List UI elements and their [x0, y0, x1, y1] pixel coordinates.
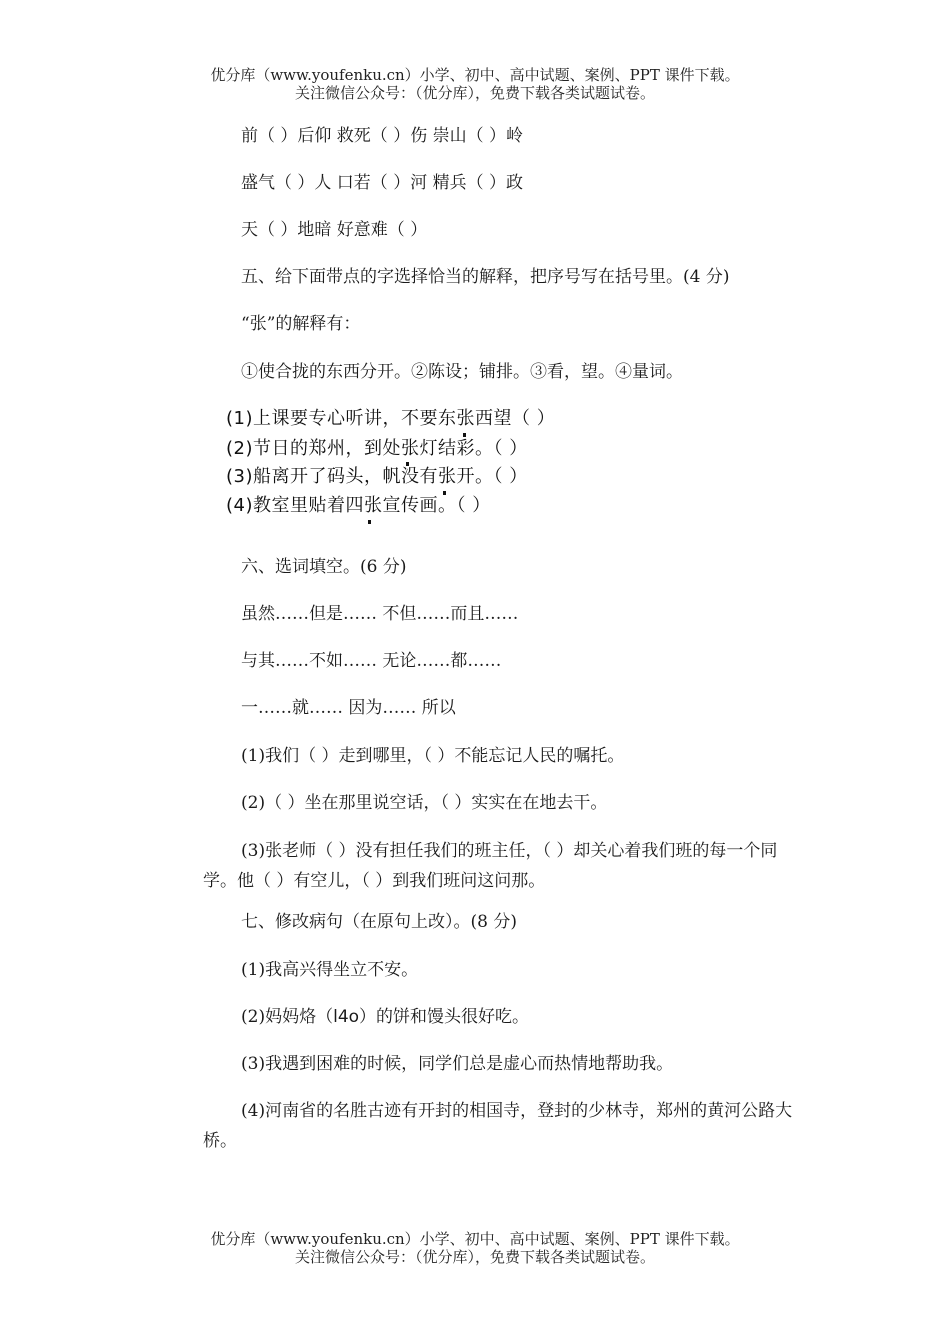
- page-header-line1: 优分库（www.youfenku.cn）小学、初中、高中试题、案例、PPT 课件下载。: [210, 66, 740, 84]
- section5-item-2: (2)节日的郑州，到处张灯结彩。（ ）: [226, 438, 528, 459]
- section7-question-2: [241, 1006, 529, 1028]
- question-2-prefix: (2)妈妈烙（: [241, 1007, 334, 1027]
- section6-question-3: (3)张老师（ ）没有担任我们的班主任，（ ）却关心着我们班的每一个同学。他（ ）有空儿，（ ）到我们班问这问那。: [203, 841, 778, 891]
- emphasis-dot: [443, 491, 446, 495]
- section5-item-1: (1)上课要专心听讲，不要东张西望（ ）: [226, 408, 556, 429]
- section7-question-3: (3)我遇到困难的时候，同学们总是虚心而热情地帮助我。: [241, 1054, 674, 1074]
- section6-words-row-3: 一……就…… 因为…… 所以: [241, 698, 456, 718]
- idiom-row-3: 天（ ）地暗 好意难（ ）: [241, 220, 428, 240]
- page-footer-line2: 关注微信公众号：（优分库），免费下载各类试题试卷。: [294, 1248, 655, 1266]
- idiom-row-1: 前（ ）后仰 救死（ ）伤 崇山（ ）岭: [241, 126, 524, 146]
- idiom-row-2: 盛气（ ）人 口若（ ）河 精兵（ ）政: [241, 173, 524, 193]
- emphasis-dot: [463, 433, 466, 437]
- section6-question-1: (1)我们（ ）走到哪里，（ ）不能忘记人民的嘱托。: [241, 746, 625, 766]
- pinyin-annotation: l4o: [333, 1007, 360, 1027]
- emphasis-dot: [406, 462, 409, 466]
- section5-meanings: ①使合拢的东西分开。②陈设；铺排。③看，望。④量词。: [241, 362, 683, 382]
- section5-title: 五、给下面带点的字选择恰当的解释，把序号写在括号里。(4 分): [241, 267, 730, 287]
- section6-title: 六、选词填空。(6 分): [241, 557, 407, 577]
- section7-question-1: (1)我高兴得坐立不安。: [241, 960, 419, 980]
- section6-words-row-2: 与其……不如…… 无论……都……: [241, 651, 502, 671]
- section5-item-4: (4)教室里贴着四张宣传画。（ ）: [226, 495, 491, 516]
- page-footer-line1: 优分库（www.youfenku.cn）小学、初中、高中试题、案例、PPT 课件下载。: [210, 1230, 740, 1248]
- section7-title: 七、修改病句（在原句上改）。(8 分): [241, 912, 517, 932]
- section6-question-2: (2)（ ）坐在那里说空话，（ ）实实在在地去干。: [241, 793, 608, 813]
- section6-words-row-1: 虽然……但是…… 不但……而且……: [241, 604, 519, 624]
- question-2-suffix: ）的饼和馒头很好吃。: [359, 1007, 530, 1027]
- section5-intro: “张”的解释有：: [241, 314, 361, 334]
- section7-question-4: (4)河南省的名胜古迹有开封的相国寺，登封的少林寺，郑州的黄河公路大桥。: [203, 1101, 793, 1151]
- emphasis-dot: [368, 520, 371, 524]
- page-header-line2: 关注微信公众号：（优分库），免费下载各类试题试卷。: [294, 84, 655, 102]
- section5-item-3: (3)船离开了码头，帆没有张开。（ ）: [226, 466, 528, 487]
